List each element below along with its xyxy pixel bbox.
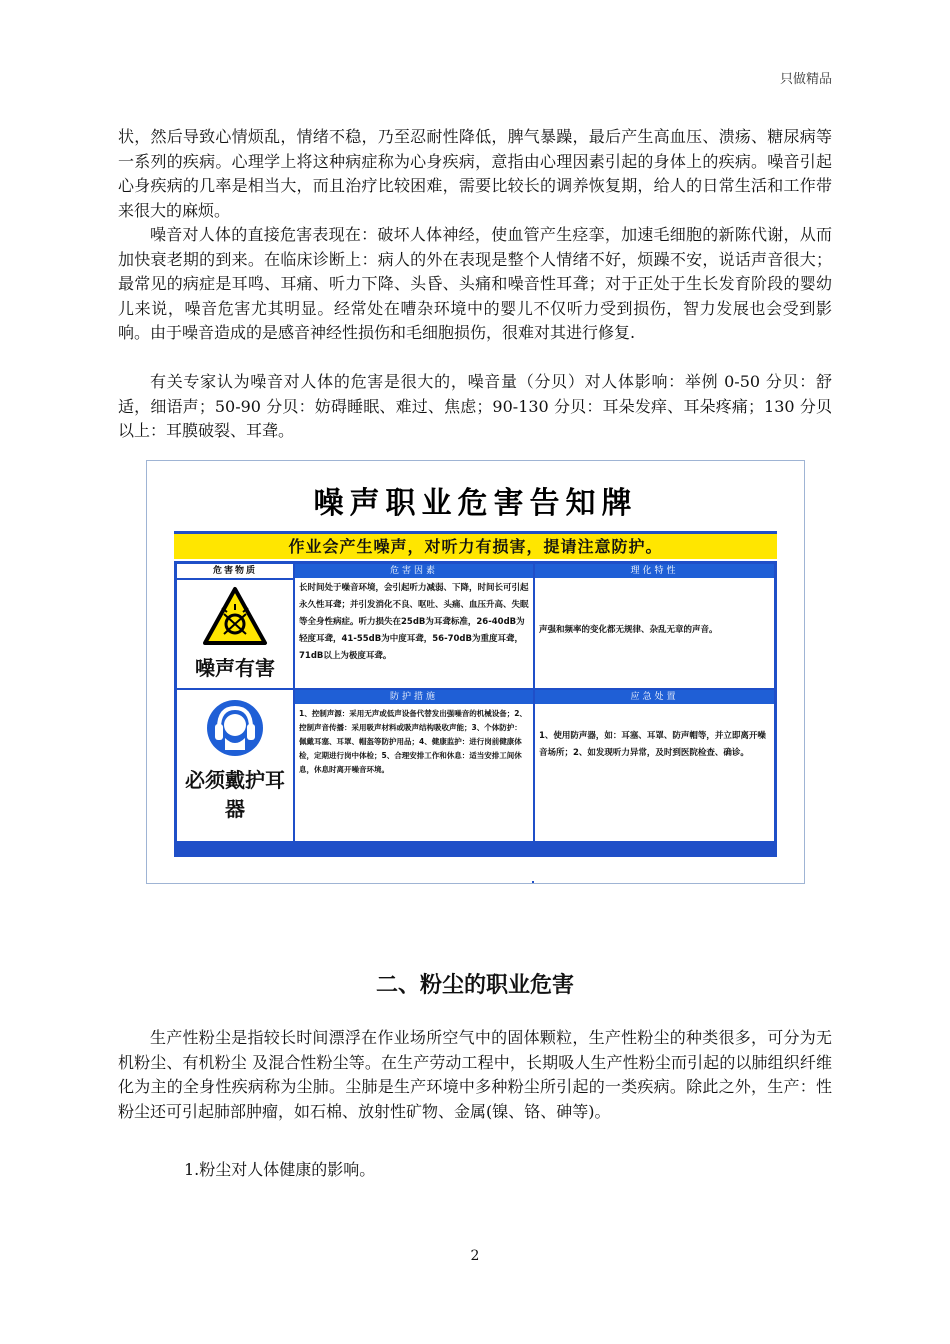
noise-hazard-sign-figure xyxy=(146,460,805,884)
paragraph: 噪音对人体的直接危害表现在：破坏人体神经，使血管产生痉挛，加速毛细胞的新陈代谢，从而加快衰老期的到来。在临床诊断上：病人的外在表现是整个人情绪不好，烦躁不安，说话声音很大；最常见的病症是耳鸣、耳痛、听力下降、头昏、头痛和噪音性耳聋；对于正处于生长发育阶段的婴幼儿来说，噪音危害尤其明显。经常处在嘈杂环境中的婴儿不仅听力受到损伤，智力发展也会受到影响。由于噪音造成的是感音神经性损伤和毛细胞损伤，很难对其进行修复. xyxy=(118,225,832,342)
ppe-cell xyxy=(177,694,293,821)
noise-hazard-sign xyxy=(174,479,777,857)
hazard-caption: 噪声有害 xyxy=(195,656,275,680)
physical-properties-text: 声强和频率的变化都无规律、杂乱无章的声音。 xyxy=(539,625,718,635)
header-emergency-response: 应急处置 xyxy=(535,690,774,704)
section-title: 二、粉尘的职业危害 xyxy=(375,973,574,998)
sign-banner: 作业会产生噪声，对听力有损害，提请注意防护。 xyxy=(174,531,777,559)
ear-protection-icon xyxy=(205,698,265,758)
list-item: 1.粉尘对人体健康的影响。 xyxy=(184,1160,376,1179)
protection-measures-text: 1、控制声源：采用无声或低声设备代替发出强噪音的机械设备；2、控制声音传播：采用吸声材料或吸声结构吸收声能；3、个体防护：佩戴耳塞、耳罩、帽盔等防护用品；4、健康监护：进行岗前健康体检，定期进行岗中体检；5、合理安排工作和休息：适当安排工间休息，休息时离开噪音环境。 xyxy=(299,709,527,774)
ppe-caption: 必须戴护耳器 xyxy=(185,768,285,821)
figure-dot xyxy=(532,881,534,883)
header-hazard-factors: 危害因素 xyxy=(295,564,533,578)
hazard-factors-text: 长时间处于噪音环境，会引起听力减弱、下降，时间长可引起永久性耳聋；并引发消化不良、呕吐、头痛、血压升高、失眠等全身性病症。听力损失在25dB为耳聋标准，26-40dB为轻度耳聋，41-55dB为中度耳聋，56-70dB为重度耳聋，71dB以上为极度耳聋。 xyxy=(299,583,529,661)
hazard-cell xyxy=(177,580,293,690)
sign-left-column xyxy=(177,564,295,841)
header-protection-measures: 防护措施 xyxy=(295,690,533,704)
paragraph: 生产性粉尘是指较长时间漂浮在作业场所空气中的固体颗粒，生产性粉尘的种类很多，可分为无机粉尘、有机粉尘 及混合性粉尘等。在生产劳动工程中，长期吸人生产性粉尘而引起的以肺组织纤维化为主的全身性疾病称为尘肺。尘肺是生产环境中多种粉尘所引起的一类疾病。除此之外，生产：性粉尘还可引起肺部肿瘤，如石棉、放射性矿物、金属(镍、铬、砷等)。 xyxy=(118,1028,832,1121)
paragraph: 有关专家认为噪音对人体的危害是很大的，噪音量（分贝）对人体影响：举例 0-50 分贝：舒适，细语声；50-90 分贝：妨碍睡眠、难过、焦虑；90-130 分贝：耳朵发痒、耳朵疼痛；130 分贝以上：耳膜破裂、耳聋。 xyxy=(118,372,832,440)
label-hazard-substance: 危害物质 xyxy=(177,564,293,580)
sign-table xyxy=(174,561,777,857)
header-physical-properties: 理化特性 xyxy=(535,564,774,578)
page-number: 2 xyxy=(470,1248,480,1264)
paragraph: 状，然后导致心情烦乱，情绪不稳，乃至忍耐性降低，脾气暴躁，最后产生高血压、溃疡、糖尿病等一系列的疾病。心理学上将这种病症称为心身疾病，意指由心理因素引起的身体上的疾病。噪音引起心身疾病的几率是相当大，而且治疗比较困难，需要比较长的调养恢复期，给人的日常生活和工作带来很大的麻烦。 xyxy=(118,127,832,220)
header-note: 只做精品 xyxy=(779,72,832,87)
emergency-response-text: 1、使用防声器，如：耳塞、耳罩、防声帽等，并立即离开噪音场所；2、如发现听力异常，及时到医院检查、确诊。 xyxy=(539,731,766,758)
sign-title: 噪声职业危害告知牌 xyxy=(313,486,638,521)
warning-triangle-icon xyxy=(202,586,268,646)
